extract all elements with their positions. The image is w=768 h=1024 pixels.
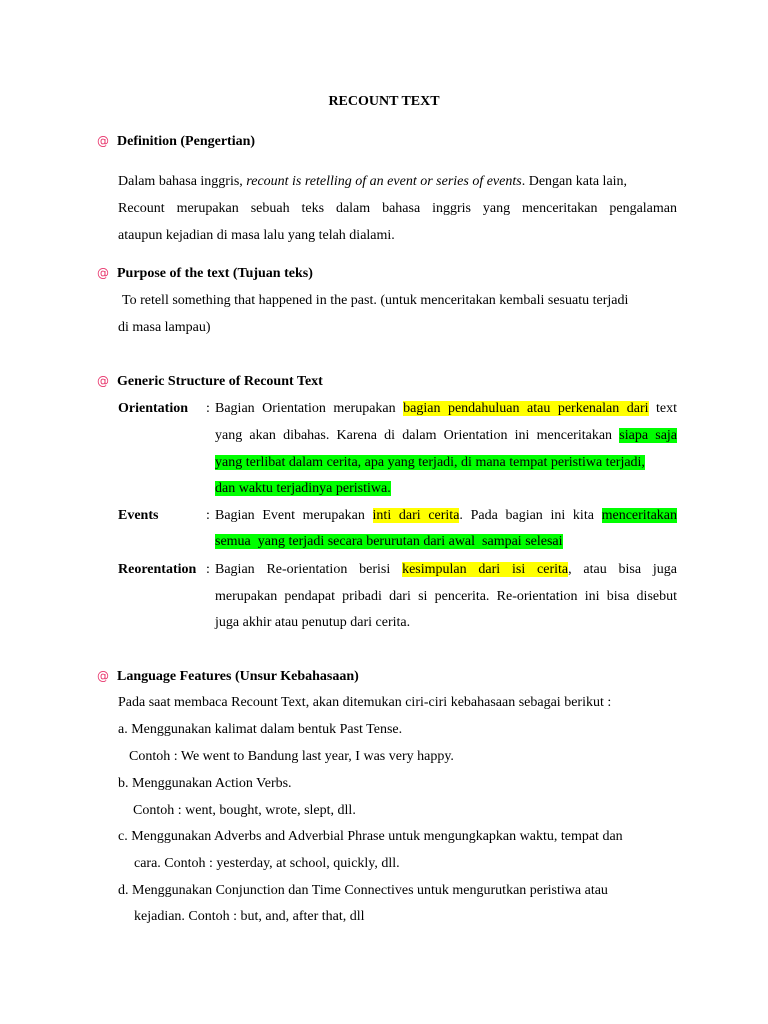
events-highlight: menceritakan: [601, 508, 678, 523]
language-example-b: Contoh : went, bought, wrote, slept, dll.: [133, 803, 356, 818]
orientation-text: yang akan dibahas. Karena di dalam Orientation ini menceritakan: [215, 428, 613, 443]
definition-text: Dalam bahasa inggris,: [118, 174, 243, 189]
definition-heading: [97, 134, 255, 150]
at-bullet-icon: @: [97, 669, 109, 683]
purpose-heading: [97, 266, 313, 282]
events-text: Bagian Event merupakan: [215, 508, 365, 523]
orientation-colon: :: [206, 401, 210, 416]
purpose-heading-text: Purpose of the text (Tujuan teks): [117, 266, 313, 281]
orientation-text: Bagian Orientation merupakan: [215, 401, 396, 416]
definition-line-2: Recount merupakan sebuah teks dalam bahasa inggris yang menceritakan pengalaman: [118, 201, 677, 216]
definition-line-1: [118, 174, 627, 190]
orientation-highlight: dan waktu terjadinya peristiwa.: [215, 481, 391, 496]
reorientation-line-3: juga akhir atau penutup dari cerita.: [215, 615, 411, 630]
structure-heading-text: Generic Structure of Recount Text: [117, 374, 323, 389]
page-title: RECOUNT TEXT: [328, 94, 440, 109]
purpose-line-1: To retell something that happened in the past. (untuk menceritakan kembali sesuatu terjadi: [122, 293, 629, 308]
language-heading-text: Language Features (Unsur Kebahasaan): [117, 669, 359, 684]
reorientation-term: Reorentation: [118, 562, 197, 577]
at-bullet-icon: @: [97, 374, 109, 388]
reorientation-line-1: [215, 562, 677, 578]
orientation-text: text: [656, 401, 678, 416]
orientation-line-3: [215, 455, 677, 471]
events-term: Events: [118, 508, 159, 523]
language-example-d: kejadian. Contoh : but, and, after that, dll: [134, 909, 365, 924]
at-bullet-icon: @: [97, 134, 109, 148]
reorientation-text: , atau bisa juga: [568, 562, 678, 577]
language-item-a: a. Menggunakan kalimat dalam bentuk Past Tense.: [118, 722, 403, 737]
language-item-b: b. Menggunakan Action Verbs.: [118, 776, 292, 791]
events-highlight: semua yang terjadi secara berurutan dari awal sampai selesai: [215, 534, 563, 549]
definition-line-3: ataupun kejadian di masa lalu yang telah dialami.: [118, 228, 395, 243]
language-intro: Pada saat membaca Recount Text, akan ditemukan ciri-ciri kebahasaan sebagai berikut :: [118, 695, 612, 710]
orientation-highlight: bagian pendahuluan atau perkenalan dari: [403, 401, 649, 416]
structure-heading: [97, 374, 323, 390]
orientation-term: Orientation: [118, 401, 188, 416]
language-item-d: d. Menggunakan Conjunction dan Time Connectives untuk mengurutkan peristiwa atau: [118, 883, 608, 898]
language-heading: [97, 669, 359, 685]
events-colon: :: [206, 508, 210, 523]
reorientation-highlight: kesimpulan dari isi cerita: [402, 562, 569, 577]
orientation-highlight: siapa saja: [619, 428, 678, 443]
language-item-c: c. Menggunakan Adverbs and Adverbial Phrase untuk mengungkapkan waktu, tempat dan: [118, 829, 623, 844]
events-line-2: [215, 534, 677, 550]
at-bullet-icon: @: [97, 266, 109, 280]
reorientation-text: Bagian Re-orientation berisi: [215, 562, 391, 577]
events-highlight: inti dari cerita: [372, 508, 460, 523]
events-line-1: [215, 508, 677, 524]
language-example-a: Contoh : We went to Bandung last year, I was very happy.: [129, 749, 454, 764]
orientation-highlight: yang terlibat dalam cerita, apa yang terjadi, di mana tempat peristiwa terjadi,: [215, 455, 645, 470]
definition-italic: recount is retelling of an event or series of events: [246, 174, 522, 189]
orientation-line-1: [215, 401, 677, 417]
events-text: . Pada bagian ini kita: [459, 508, 594, 523]
definition-text: . Dengan kata lain,: [521, 174, 628, 189]
reorientation-colon: :: [206, 562, 210, 577]
language-example-c: cara. Contoh : yesterday, at school, quickly, dll.: [134, 856, 400, 871]
orientation-line-2: [215, 428, 677, 444]
definition-heading-text: Definition (Pengertian): [117, 134, 256, 149]
reorientation-line-2: merupakan pendapat pribadi dari si pencerita. Re-orientation ini bisa disebut: [215, 589, 677, 604]
orientation-line-4: [215, 481, 677, 497]
purpose-line-2: di masa lampau): [118, 320, 211, 335]
